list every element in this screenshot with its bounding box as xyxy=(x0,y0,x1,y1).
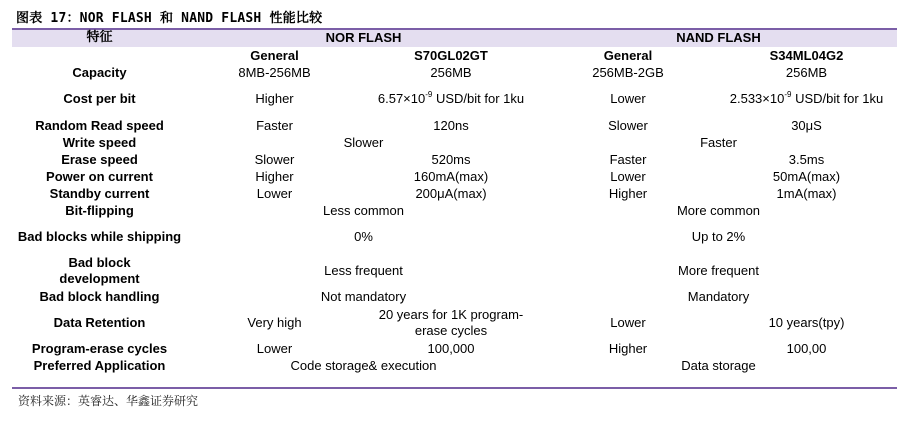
cell: Higher xyxy=(540,340,716,357)
cell: 160mA(max) xyxy=(362,168,540,185)
row-label: Program-erase cycles xyxy=(12,340,187,357)
cell: Lower xyxy=(187,185,362,202)
row-label: Bad blocks while shipping xyxy=(12,219,187,254)
cell: 10 years(tpy) xyxy=(716,305,897,340)
cell: Higher xyxy=(540,185,716,202)
table-header-row xyxy=(12,30,897,47)
cell: Faster xyxy=(540,151,716,168)
cell: Faster xyxy=(187,117,362,134)
cell: Data storage xyxy=(540,357,897,374)
cell: $2.533\times 10^{-9}$ USD/bit for 1ku xyxy=(716,81,897,117)
row-label: Cost per bit xyxy=(12,81,187,117)
nor-general-header: General xyxy=(187,47,362,64)
cell: 256MB-2GB xyxy=(540,64,716,81)
bottom-rule xyxy=(12,387,897,389)
header-feature: 特征 xyxy=(12,30,187,47)
cell: 50mA(max) xyxy=(716,168,897,185)
subheader-row xyxy=(12,47,897,64)
table-row xyxy=(12,340,897,357)
cell: More frequent xyxy=(540,254,897,288)
cell: 520ms xyxy=(362,151,540,168)
table-row xyxy=(12,185,897,202)
nor-model-header: S70GL02GT xyxy=(362,47,540,64)
comparison-table xyxy=(12,30,897,375)
cell: Lower xyxy=(540,305,716,340)
row-label: Random Read speed xyxy=(12,117,187,134)
row-label: Standby current xyxy=(12,185,187,202)
row-label: Capacity xyxy=(12,64,187,81)
cell: 200μA(max) xyxy=(362,185,540,202)
table-row xyxy=(12,288,897,305)
cell: Very high xyxy=(187,305,362,340)
figure-title: 图表 17：NOR FLASH 和 NAND FLASH 性能比较 xyxy=(16,11,323,26)
nand-general-header: General xyxy=(540,47,716,64)
row-label: Preferred Application xyxy=(12,357,187,374)
row-label: Write speed xyxy=(12,134,187,151)
table-row xyxy=(12,134,897,151)
cell: 120ns xyxy=(362,117,540,134)
cell: Faster xyxy=(540,134,897,151)
cell: 1mA(max) xyxy=(716,185,897,202)
row-label: Bad block handling xyxy=(12,288,187,305)
row-label: Data Retention xyxy=(12,305,187,340)
table-row xyxy=(12,254,897,288)
cell: $6.57\times 10^{-9}$ USD/bit for 1ku xyxy=(362,81,540,117)
cell: Slower xyxy=(540,117,716,134)
cell: Less frequent xyxy=(187,254,540,288)
cell: 20 years for 1K program-erase cycles xyxy=(362,305,540,340)
cell: Lower xyxy=(187,340,362,357)
cell: Code storage& execution xyxy=(187,357,540,374)
nand-model-header: S34ML04G2 xyxy=(716,47,897,64)
cell: Slower xyxy=(187,151,362,168)
header-nor: NOR FLASH xyxy=(187,30,540,47)
source-note: 资料来源：英睿达、华鑫证券研究 xyxy=(18,394,199,408)
cell: 100,000 xyxy=(362,340,540,357)
cell: Higher xyxy=(187,168,362,185)
cell: 256MB xyxy=(716,64,897,81)
cell: Not mandatory xyxy=(187,288,540,305)
cell: Mandatory xyxy=(540,288,897,305)
header-nand: NAND FLASH xyxy=(540,30,897,47)
table-row xyxy=(12,151,897,168)
row-label: Bad block development xyxy=(12,254,187,288)
row-label: Erase speed xyxy=(12,151,187,168)
cell: Up to 2% xyxy=(540,219,897,254)
table-row xyxy=(12,64,897,81)
cell: Lower xyxy=(540,168,716,185)
table-row xyxy=(12,81,897,117)
cell: 8MB-256MB xyxy=(187,64,362,81)
table-row xyxy=(12,168,897,185)
table-row xyxy=(12,305,897,340)
cell: Slower xyxy=(187,134,540,151)
cell: Higher xyxy=(187,81,362,117)
table-row xyxy=(12,219,897,254)
table-row xyxy=(12,202,897,219)
row-label: Bit-flipping xyxy=(12,202,187,219)
cell: Lower xyxy=(540,81,716,117)
table-row xyxy=(12,357,897,374)
cell: Less common xyxy=(187,202,540,219)
cell: 256MB xyxy=(362,64,540,81)
row-label: Power on current xyxy=(12,168,187,185)
cell: 30μS xyxy=(716,117,897,134)
cell: 100,00 xyxy=(716,340,897,357)
cell: 3.5ms xyxy=(716,151,897,168)
table-row xyxy=(12,117,897,134)
cell: More common xyxy=(540,202,897,219)
cell: 0% xyxy=(187,219,540,254)
